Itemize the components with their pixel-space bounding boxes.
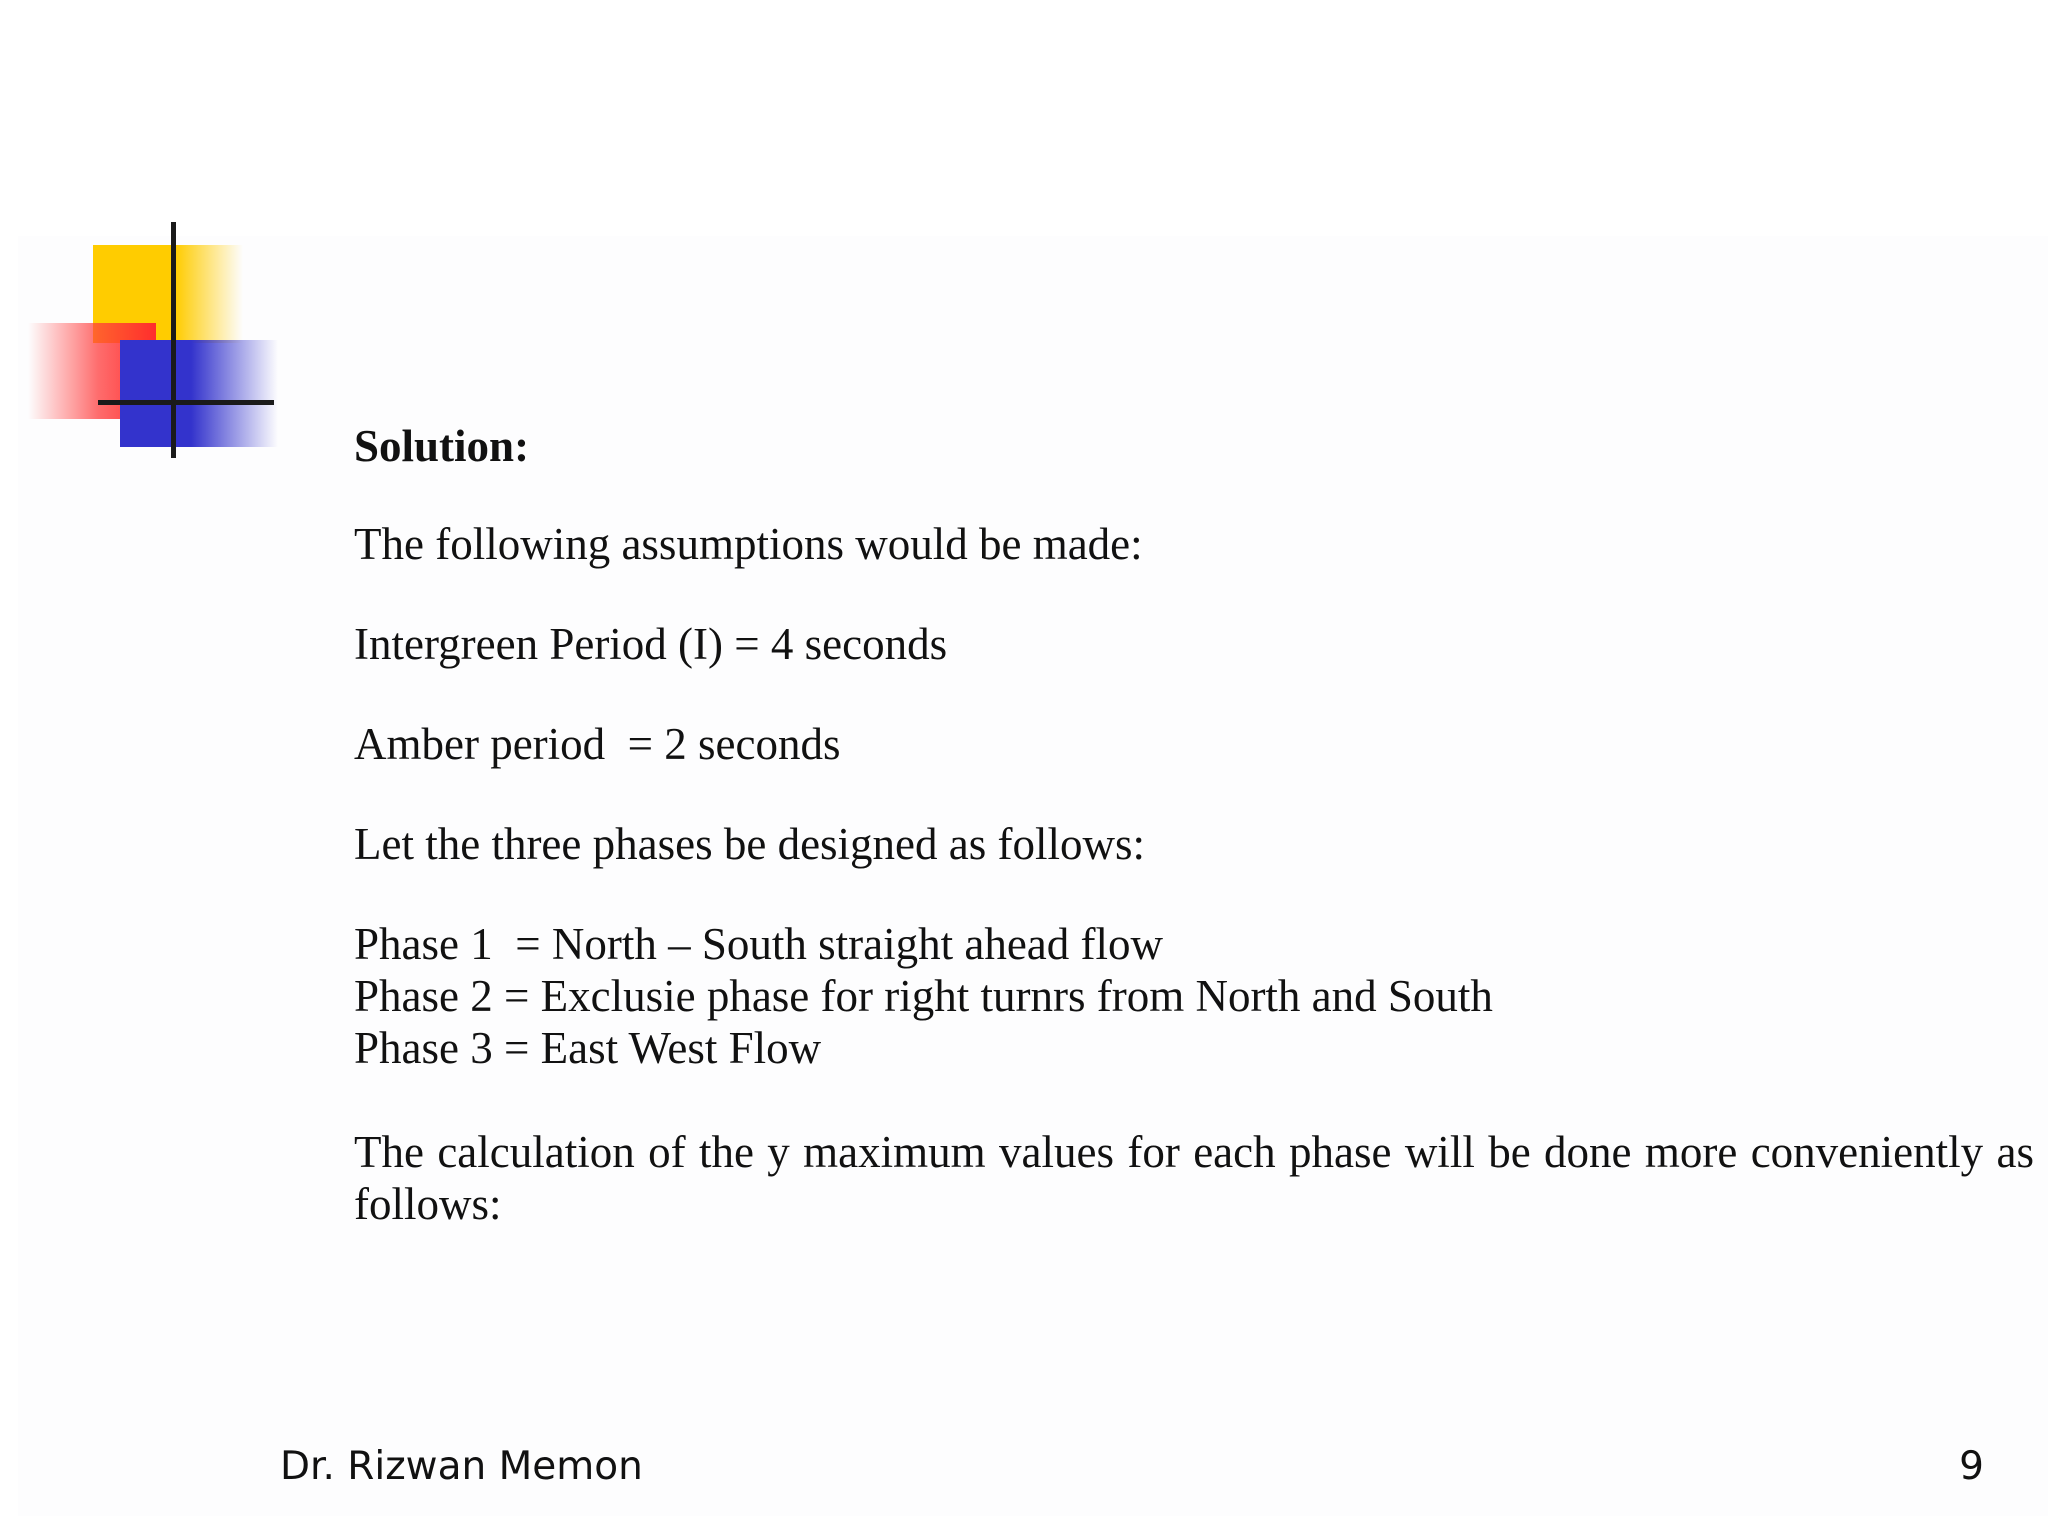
phases-intro: Let the three phases be designed as follows: — [354, 819, 1146, 869]
footer-author: Dr. Rizwan Memon — [280, 1444, 643, 1489]
conclusion-text: The calculation of the y maximum values for each phase will be done more conveniently as follows: — [354, 1127, 2034, 1229]
solution-heading: Solution: — [354, 421, 530, 471]
amber-period: Amber period = 2 seconds — [354, 719, 841, 769]
slide-logo-decoration — [0, 0, 300, 470]
phase-3-line: Phase 3 = East West Flow — [354, 1023, 822, 1073]
intergreen-period: Intergreen Period (I) = 4 seconds — [354, 619, 948, 669]
phase-1-line: Phase 1 = North – South straight ahead flow — [354, 919, 1164, 969]
page-number: 9 — [1959, 1444, 1984, 1489]
logo-horizontal-line — [98, 400, 274, 405]
phase-2-line: Phase 2 = Exclusie phase for right turnrs from North and South — [354, 971, 1493, 1021]
phase-list — [354, 918, 2044, 1074]
logo-blue-square — [120, 340, 278, 447]
slide-body — [354, 420, 2044, 1278]
logo-vertical-line — [171, 222, 176, 458]
assumptions-intro: The following assumptions would be made: — [354, 519, 1143, 569]
